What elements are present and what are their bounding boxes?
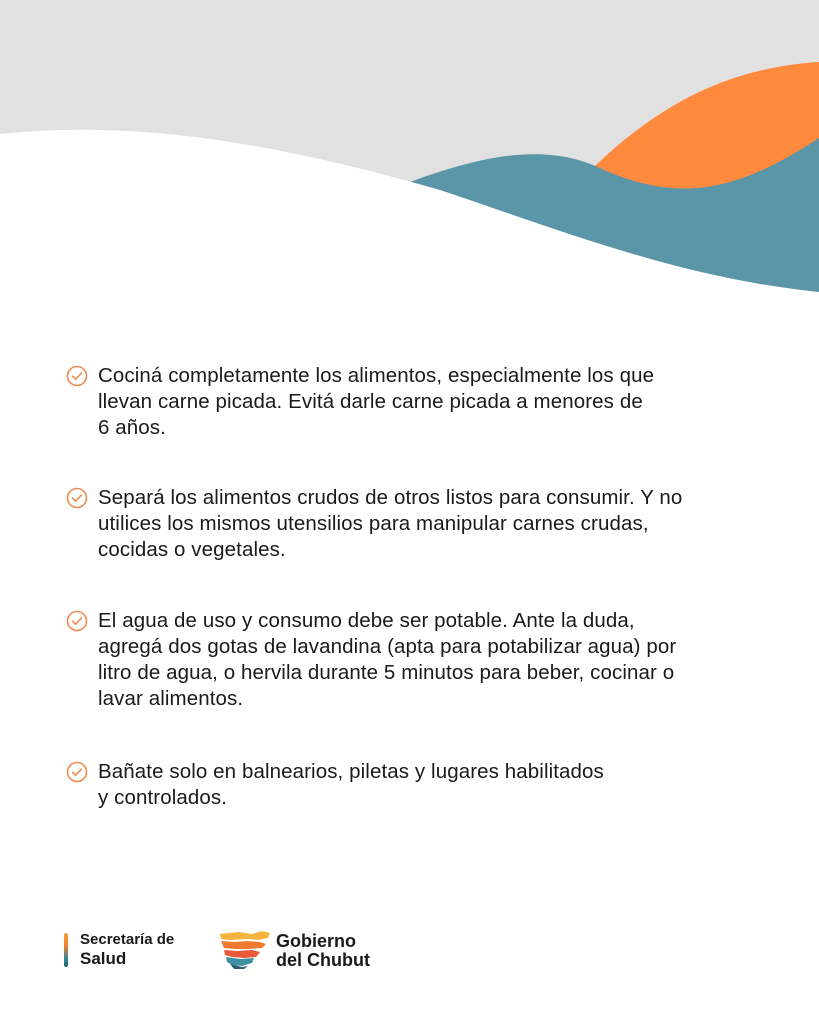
tip-item [66, 363, 654, 441]
check-circle-icon [66, 487, 88, 509]
chubut-logo-line2: del Chubut [276, 950, 370, 970]
tip-item [66, 485, 682, 563]
tip-item [66, 759, 604, 811]
tip-line: y controlados. [98, 786, 228, 809]
tip-line: El agua de uso y consumo debe ser potable. Ante la duda, [98, 609, 635, 632]
tip-line: Separá los alimentos crudos de otros listos para consumir. Y no [98, 486, 683, 509]
check-circle-icon [66, 365, 88, 387]
chubut-map-icon [218, 930, 272, 970]
tip-line: cocidas o vegetales. [98, 538, 286, 561]
check-circle-icon [66, 761, 88, 783]
tip-line: Bañate solo en balnearios, piletas y lugares habilitados [98, 760, 604, 783]
salud-logo-line1: Secretaría de [80, 931, 175, 948]
tip-line: llevan carne picada. Evitá darle carne picada a menores de [98, 390, 643, 413]
chubut-logo-line1: Gobierno [276, 931, 356, 951]
tip-line: agregá dos gotas de lavandina (apta para potabilizar agua) por [98, 635, 677, 658]
tip-line: 6 años. [98, 416, 166, 439]
tip-line: lavar alimentos. [98, 687, 244, 710]
header-wave-graphic [0, 0, 819, 300]
tip-line: litro de agua, o hervila durante 5 minutos para beber, cocinar o [98, 661, 675, 684]
check-circle-icon [66, 610, 88, 632]
gobierno-chubut-logo [218, 928, 418, 972]
logo-color-bar [64, 933, 68, 967]
tip-line: utilices los mismos utensilios para manipular carnes crudas, [98, 512, 649, 535]
tip-line: Cociná completamente los alimentos, especialmente los que [98, 364, 655, 387]
secretaria-salud-logo [64, 928, 204, 972]
salud-logo-line2: Salud [80, 949, 127, 968]
tip-item [66, 608, 676, 712]
